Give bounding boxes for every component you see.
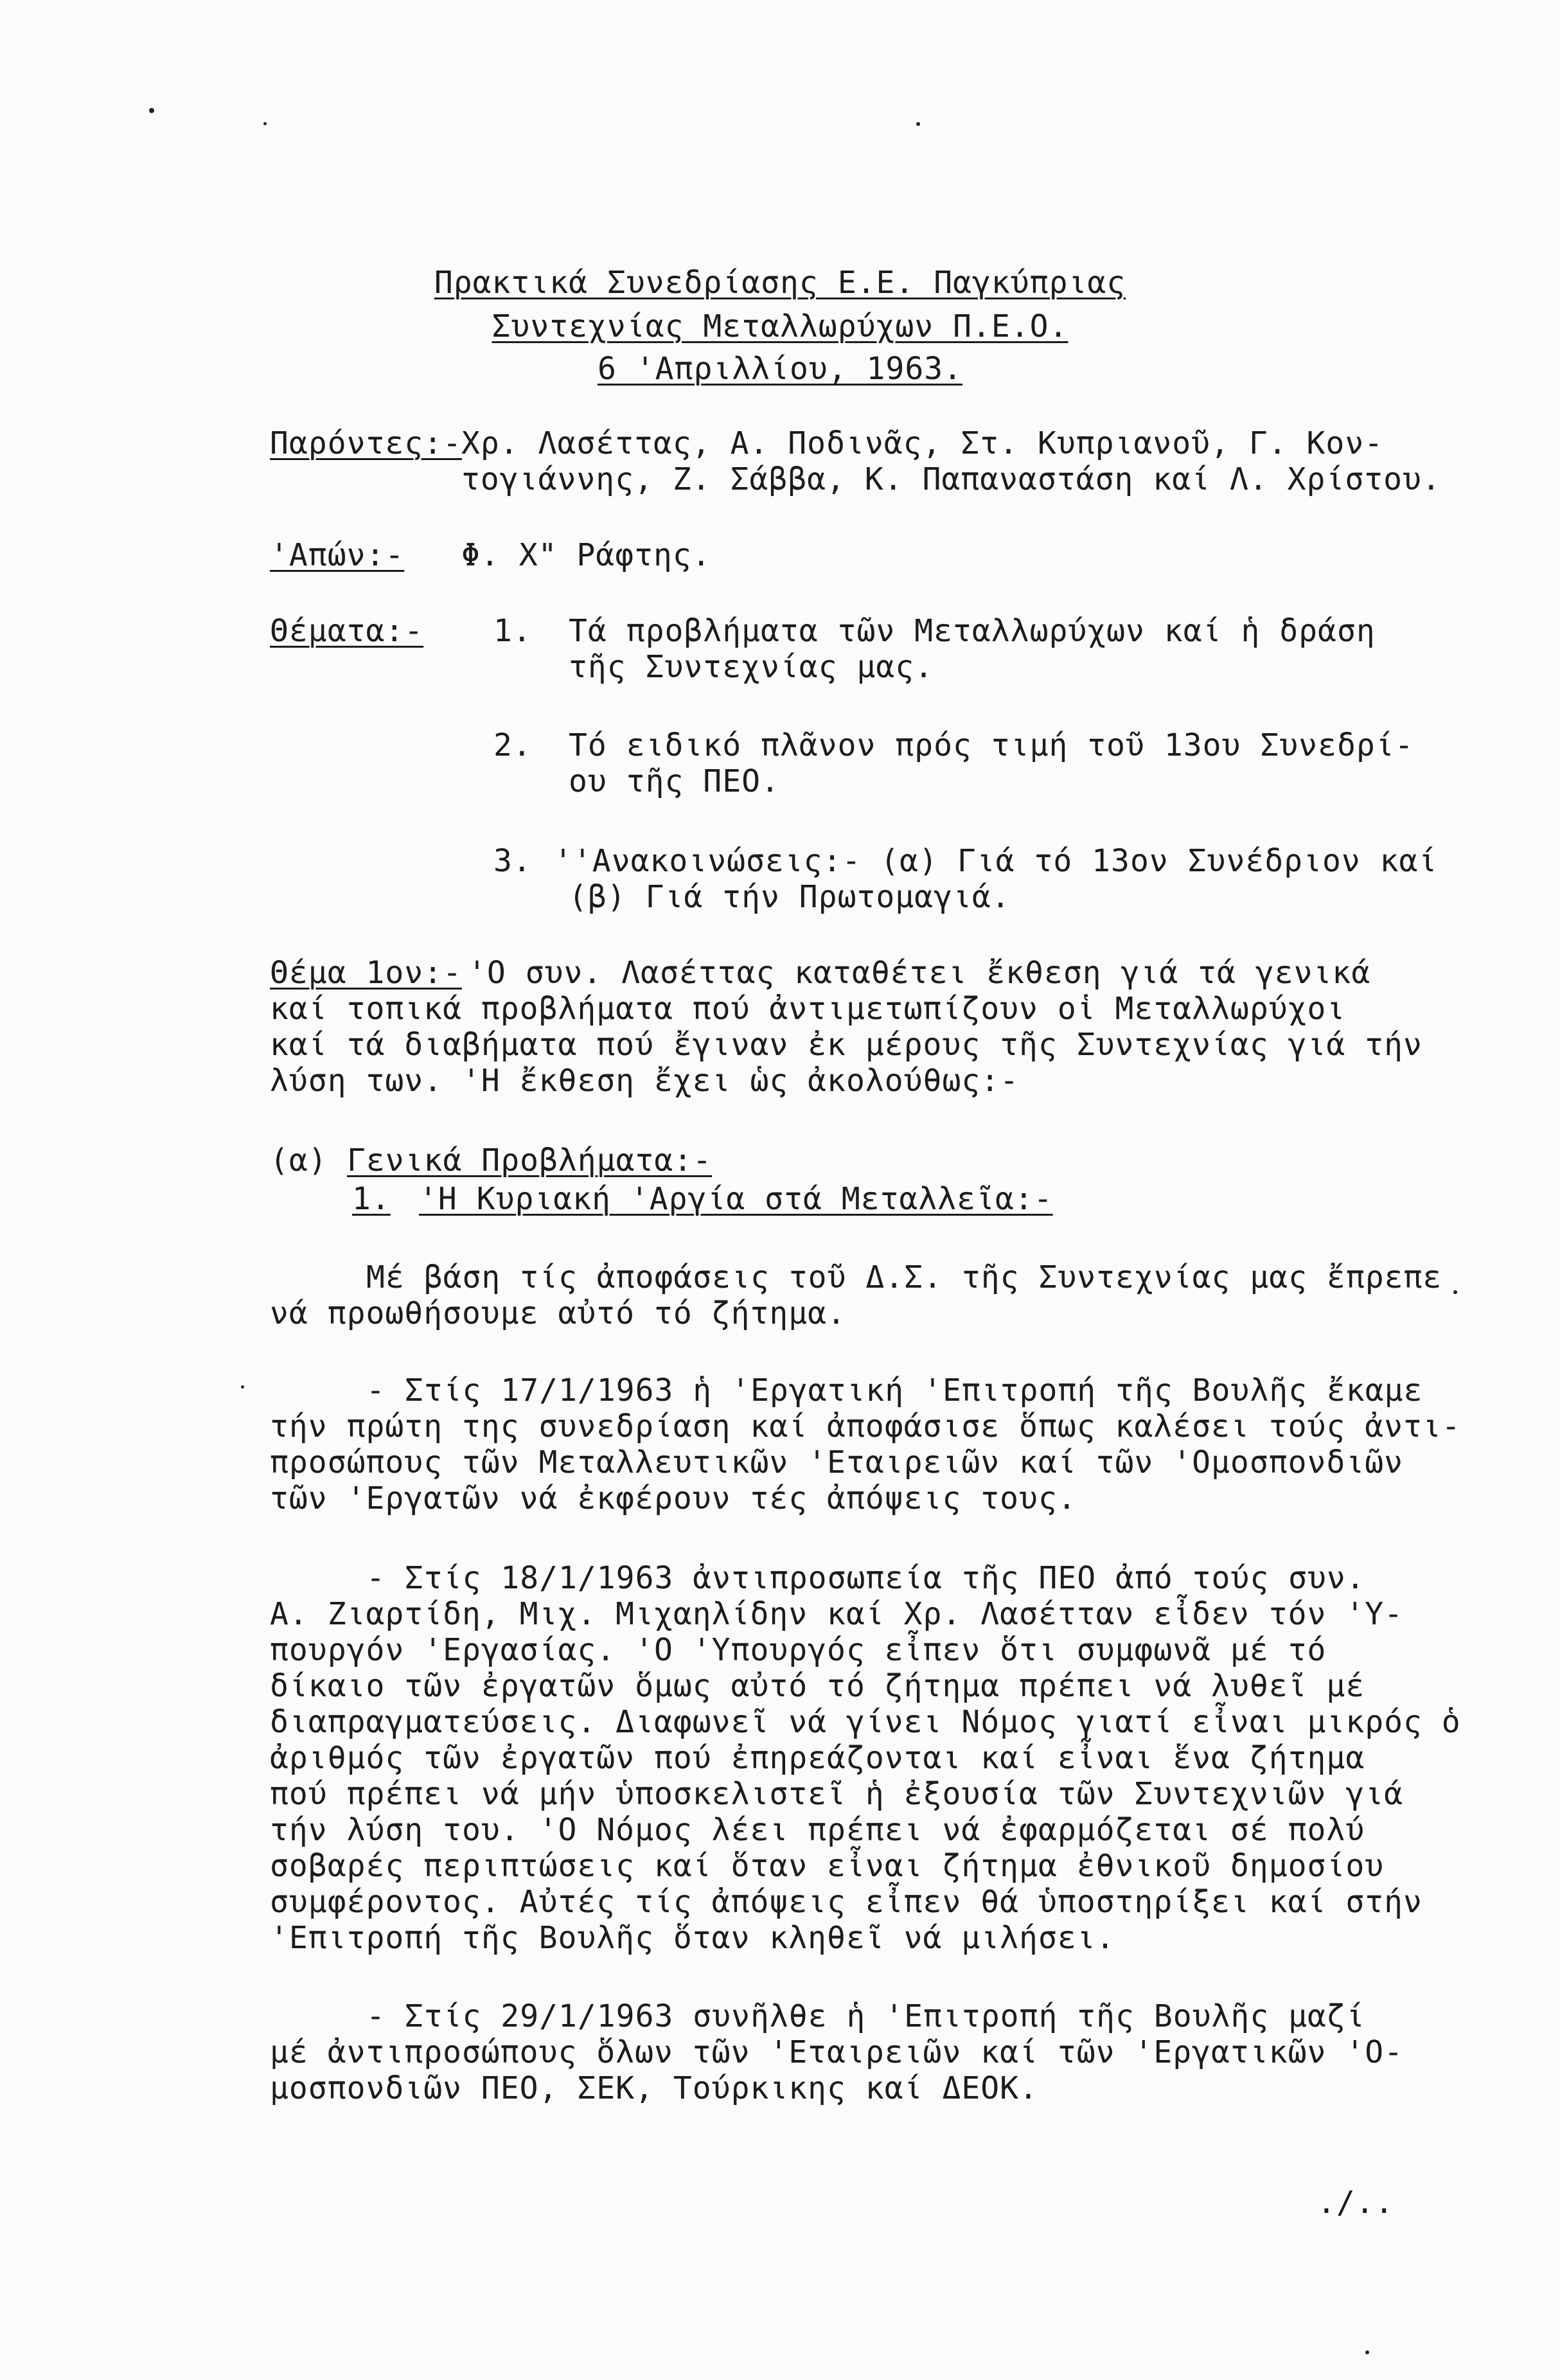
scan-speck (241, 1385, 244, 1389)
paragraph-3-line-7: πού πρέπει νά μήν ὑποσκελιστεῖ ἡ ἐξουσία τῶν Συντεχνιῶν γιά (270, 1776, 1404, 1812)
paragraph-3-line-8: τήν λύση του. 'Ο Νόμος λέει πρέπει νά ἐφαρμόζεται σέ πολύ (270, 1812, 1365, 1848)
continuation-mark: ./.. (1317, 2185, 1394, 2221)
paragraph-3-line-4: δίκαιο τῶν ἐργατῶν ὅμως αὐτό τό ζήτημα πρέπει νά λυθεῖ μέ (270, 1668, 1365, 1704)
scan-speck (1365, 2350, 1369, 2354)
paragraph-2-line-1: - Στίς 17/1/1963 ἡ 'Εργατική 'Επιτροπή τῆς Βουλῆς ἔκαμε (366, 1372, 1423, 1408)
absent-names: Φ. Χ" Ράφτης. (461, 537, 711, 573)
paragraph-4-line-3: μοσπονδιῶν ΠΕΟ, ΣΕΚ, Τούρκικης καί ΔΕΟΚ. (270, 2070, 1038, 2106)
paragraph-1-line-2: νά προωθήσουμε αὐτό τό ζήτημα. (270, 1295, 846, 1331)
topic-3-number: 3. (493, 843, 532, 879)
topic-1-line-2: τῆς Συντεχνίας μας. (569, 649, 934, 685)
paragraph-1-line-1: Μέ βάση τίς ἀποφάσεις τοῦ Δ.Σ. τῆς Συντεχνίας μας ἔπρεπε (366, 1259, 1442, 1295)
item-1-line-4: λύση των. 'Η ἔκθεση ἔχει ὡς ἀκολούθως:- (270, 1063, 1020, 1099)
paragraph-4-line-1: - Στίς 29/1/1963 συνῆλθε ἡ 'Επιτροπή τῆς Βουλῆς μαζί (366, 1998, 1365, 2034)
present-names-line-2: τογιάννης, Ζ. Σάββα, Κ. Παπαναστάση καί Λ. Χρίστου. (461, 461, 1441, 497)
paragraph-3-line-3: πουργόν 'Εργασίας. 'Ο 'Υπουργός εἶπεν ὅτι συμφωνᾶ μέ τό (270, 1632, 1327, 1668)
paragraph-2-line-4: τῶν 'Εργατῶν νά ἐκφέρουν τές ἀπόψεις τους. (270, 1480, 1077, 1516)
paragraph-3-line-11: 'Επιτροπή τῆς Βουλῆς ὅταν κληθεῖ νά μιλήσει. (270, 1920, 1115, 1956)
paragraph-2-line-3: προσώπους τῶν Μεταλλευτικῶν 'Εταιρειῶν καί τῶν 'Ομοσπονδιῶν (270, 1444, 1404, 1480)
present-names-line-1: Χρ. Λασέττας, Α. Ποδινᾶς, Στ. Κυπριανοῦ, Γ. Κον- (461, 425, 1384, 461)
title-line-2: Συντεχνίας Μεταλλωρύχων Π.Ε.Ο. (492, 308, 1068, 344)
scan-speck (263, 122, 267, 125)
item-1-line-2: καί τοπικά προβλήματα πού ἀντιμετωπίζουν οἱ Μεταλλωρύχοι (270, 991, 1346, 1027)
paragraph-3-line-2: Α. Ζιαρτίδη, Μιχ. Μιχαηλίδην καί Χρ. Λασέτταν εἶδεν τόν 'Υ- (270, 1596, 1404, 1632)
topic-1-number: 1. (493, 613, 532, 649)
scan-speck (149, 108, 154, 113)
item-1-line-1: 'Ο συν. Λασέττας καταθέτει ἔκθεση γιά τά γενικά (468, 955, 1371, 991)
topic-3-line-2: (β) Γιά τήν Πρωτομαγιά. (569, 879, 1011, 915)
item-1-line-3: καί τά διαβήματα πού ἔγιναν ἐκ μέρους τῆς Συντεχνίας γιά τήν (270, 1027, 1423, 1063)
paragraph-3-line-6: ἀριθμός τῶν ἐργατῶν πού ἐπηρεάζονται καί εἶναι ἕνα ζήτημα (270, 1740, 1365, 1776)
subsection-heading: 'Η Κυριακή 'Αργία στά Μεταλλεῖα:- (419, 1181, 1053, 1217)
paragraph-4-line-2: μέ ἀντιπροσώπους ὅλων τῶν 'Εταιρειῶν καί τῶν 'Εργατικῶν 'Ο- (270, 2034, 1404, 2070)
topic-3-line-1: ''Ανακοινώσεις:- (α) Γιά τό 13ον Συνέδριον καί (554, 843, 1438, 879)
subsection-number: 1. (352, 1181, 391, 1217)
section-a-prefix: (α) (270, 1142, 328, 1178)
paragraph-3-line-9: σοβαρές περιπτώσεις καί ὅταν εἶναι ζήτημα ἐθνικοῦ δημοσίου (270, 1848, 1385, 1884)
topic-2-line-1: Τό ειδικό πλᾶνον πρός τιμή τοῦ 13ου Συνεδρί- (569, 727, 1414, 763)
paragraph-3-line-10: συμφέροντος. Αὐτές τίς ἀπόψεις εἶπεν θά ὑποστηρίξει καί στήν (270, 1884, 1423, 1920)
topic-2-line-2: ου τῆς ΠΕΟ. (569, 763, 780, 799)
present-label: Παρόντες:- (270, 425, 462, 461)
paragraph-3-line-1: - Στίς 18/1/1963 ἀντιπροσωπεία τῆς ΠΕΟ ἀπό τούς συν. (366, 1560, 1365, 1596)
paragraph-3-line-5: διαπραγματεύσεις. Διαφωνεῖ νά γίνει Νόμος γιατί εἶναι μικρός ὁ (270, 1704, 1461, 1740)
absent-label: 'Απών:- (270, 537, 405, 573)
title-line-1: Πρακτικά Συνεδρίασης Ε.Ε. Παγκύπριας (434, 265, 1126, 301)
section-a-heading: Γενικά Προβλήματα:- (347, 1142, 713, 1178)
topic-1-line-1: Τά προβλήματα τῶν Μεταλλωρύχων καί ἡ δράση (569, 613, 1376, 649)
topic-2-number: 2. (493, 727, 532, 763)
paragraph-2-line-2: τήν πρώτη της συνεδρίαση καί ἀποφάσισε ὅπως καλέσει τούς ἀντι- (270, 1408, 1461, 1444)
scan-speck (916, 122, 920, 126)
topics-label: Θέματα:- (270, 613, 424, 649)
scan-speck (1453, 1290, 1457, 1294)
item-1-label: Θέμα 1ον:- (270, 955, 462, 991)
title-date: 6 'Απριλλίου, 1963. (597, 351, 963, 387)
